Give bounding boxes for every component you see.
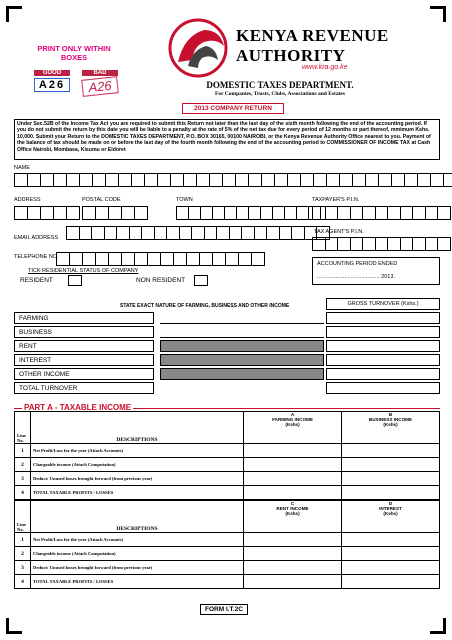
line-description: Net Profit/Loss for the year (Attach Accounts) xyxy=(31,533,244,547)
char-box[interactable] xyxy=(95,206,109,220)
col-d-title: INTEREST xyxy=(379,506,402,511)
char-box[interactable] xyxy=(204,226,218,240)
amount-field[interactable] xyxy=(244,575,342,589)
char-box[interactable] xyxy=(212,252,226,266)
corner-mark-top-left xyxy=(6,6,22,22)
farming-income-header xyxy=(244,412,342,444)
char-box[interactable] xyxy=(400,237,414,251)
char-box[interactable] xyxy=(66,206,80,220)
char-box[interactable] xyxy=(248,173,262,187)
char-box[interactable] xyxy=(27,206,41,220)
line-description: TOTAL TAXABLE PROFITS / LOSSES xyxy=(31,575,244,589)
return-title: 2013 COMPANY RETURN xyxy=(182,103,284,114)
gross-turnover-field[interactable] xyxy=(326,340,440,352)
gross-turnover-field[interactable] xyxy=(326,326,440,338)
line-description: Deduct: Unused losses brought forward (from previous year) xyxy=(31,472,244,486)
amount-field[interactable] xyxy=(342,575,440,589)
line-number: 1 xyxy=(15,533,31,547)
gross-turnover-field[interactable] xyxy=(326,368,440,380)
accounting-period-box xyxy=(312,257,440,285)
amount-field[interactable] xyxy=(342,458,440,472)
char-box[interactable] xyxy=(141,226,155,240)
col-a-title: FARMING INCOME xyxy=(272,417,313,422)
line-description: TOTAL TAXABLE PROFITS / LOSSES xyxy=(31,486,244,500)
char-box[interactable] xyxy=(325,237,339,251)
char-box[interactable] xyxy=(53,206,67,220)
char-box[interactable] xyxy=(209,173,223,187)
income-nature-field[interactable] xyxy=(160,312,324,324)
gross-turnover-field[interactable] xyxy=(326,312,440,324)
col-d-unit: (Kshs) xyxy=(383,511,398,516)
line-number: 4 xyxy=(15,575,31,589)
email-input-boxes[interactable] xyxy=(66,226,329,240)
telephone-label: TELEPHONE NO. xyxy=(14,254,59,260)
table-row xyxy=(15,444,440,458)
col-a-unit: (Kshs) xyxy=(285,422,300,427)
income-nature-field xyxy=(160,354,324,366)
town-input-boxes[interactable] xyxy=(176,206,320,220)
line-description: Chargeable income (Attach Computation) xyxy=(31,458,244,472)
char-box[interactable] xyxy=(91,226,105,240)
line-number: 2 xyxy=(15,547,31,561)
table-row xyxy=(15,486,440,500)
char-box[interactable] xyxy=(266,226,280,240)
char-box[interactable] xyxy=(14,173,28,187)
income-row-label: OTHER INCOME xyxy=(14,368,154,380)
col-c-unit: (Kshs) xyxy=(285,511,300,516)
bad-label: BAD xyxy=(82,70,118,76)
amount-field[interactable] xyxy=(342,472,440,486)
char-box[interactable] xyxy=(154,226,168,240)
char-box[interactable] xyxy=(375,237,389,251)
corner-mark-bottom-left xyxy=(6,618,22,634)
corner-mark-top-right xyxy=(430,6,446,22)
amount-field[interactable] xyxy=(244,458,342,472)
char-box[interactable] xyxy=(339,173,353,187)
gross-turnover-header: GROSS TURNOVER (Kshs.) xyxy=(347,301,419,307)
char-box[interactable] xyxy=(417,173,431,187)
char-box[interactable] xyxy=(241,226,255,240)
agent-pin-label: TAX AGENT'S P.I.N. xyxy=(314,229,364,235)
col-b-title: BUSINESS INCOME xyxy=(368,417,413,422)
income-row-label: RENT xyxy=(14,340,154,352)
char-box[interactable] xyxy=(82,206,96,220)
good-sample: A26 xyxy=(34,78,70,92)
postal-code-input-boxes[interactable] xyxy=(82,206,147,220)
bad-sample: A26 xyxy=(81,76,119,97)
char-box[interactable] xyxy=(312,237,326,251)
char-box[interactable] xyxy=(121,252,135,266)
income-row-label: INTEREST xyxy=(14,354,154,366)
table-row xyxy=(15,472,440,486)
amount-field[interactable] xyxy=(244,444,342,458)
char-box[interactable] xyxy=(387,237,401,251)
char-box[interactable] xyxy=(274,173,288,187)
char-box[interactable] xyxy=(287,173,301,187)
char-box[interactable] xyxy=(350,206,364,220)
postal-code-label: POSTAL CODE xyxy=(82,197,121,203)
char-box[interactable] xyxy=(196,173,210,187)
address-input-boxes[interactable] xyxy=(14,206,79,220)
char-box[interactable] xyxy=(147,252,161,266)
line-number: 2 xyxy=(15,458,31,472)
char-box[interactable] xyxy=(404,173,418,187)
resident-checkbox[interactable] xyxy=(68,275,82,286)
char-box[interactable] xyxy=(104,226,118,240)
print-instruction-title: PRINT ONLY WITHIN BOXES xyxy=(37,44,111,62)
gross-turnover-header-box xyxy=(326,298,440,310)
rent-income-header xyxy=(244,501,342,533)
table-row xyxy=(15,561,440,575)
table-row xyxy=(15,575,440,589)
char-box[interactable] xyxy=(82,252,96,266)
residential-status-label: TICK RESIDENTIAL STATUS OF COMPANY xyxy=(28,268,139,274)
char-box[interactable] xyxy=(225,252,239,266)
char-box[interactable] xyxy=(66,226,80,240)
nature-of-income-header: STATE EXACT NATURE OF FARMING, BUSINESS AND OTHER INCOME xyxy=(120,303,290,309)
interest-header xyxy=(342,501,440,533)
resident-label: RESIDENT xyxy=(20,277,53,284)
char-box[interactable] xyxy=(400,206,414,220)
taxpayer-pin-input-boxes[interactable] xyxy=(312,206,450,220)
char-box[interactable] xyxy=(191,226,205,240)
char-box[interactable] xyxy=(216,226,230,240)
col-d-letter: D xyxy=(388,501,393,506)
table-row xyxy=(15,533,440,547)
non-resident-label: NON RESIDENT xyxy=(136,277,186,284)
line-number: 3 xyxy=(15,472,31,486)
col-b-unit: (Kshs) xyxy=(383,422,398,427)
agent-pin-input-boxes[interactable] xyxy=(312,237,450,251)
char-box[interactable] xyxy=(337,237,351,251)
department-title: DOMESTIC TAXES DEPARTMENT. xyxy=(206,80,354,90)
char-box[interactable] xyxy=(108,206,122,220)
char-box[interactable] xyxy=(14,206,28,220)
char-box[interactable] xyxy=(387,206,401,220)
taxable-income-table-cd xyxy=(14,500,440,589)
accounting-period-value[interactable]: ......................................... 2013. xyxy=(317,274,395,280)
logo-text xyxy=(236,26,389,66)
amount-field[interactable] xyxy=(342,444,440,458)
char-box[interactable] xyxy=(300,173,314,187)
descriptions-header-2: DESCRIPTIONS xyxy=(31,501,244,533)
line-description: Chargeable income (Attach Computation) xyxy=(31,547,244,561)
char-box[interactable] xyxy=(352,173,366,187)
char-box[interactable] xyxy=(365,173,379,187)
char-box[interactable] xyxy=(108,252,122,266)
good-label: GOOD xyxy=(34,70,70,76)
char-box[interactable] xyxy=(362,206,376,220)
amount-field[interactable] xyxy=(342,561,440,575)
gross-turnover-field[interactable] xyxy=(326,382,440,394)
name-label: NAME xyxy=(14,165,30,171)
char-box[interactable] xyxy=(79,226,93,240)
char-box[interactable] xyxy=(134,206,148,220)
char-box[interactable] xyxy=(92,173,106,187)
name-input-boxes[interactable] xyxy=(14,173,452,187)
char-box[interactable] xyxy=(222,173,236,187)
char-box[interactable] xyxy=(144,173,158,187)
income-nature-field[interactable] xyxy=(160,326,324,338)
char-box[interactable] xyxy=(186,252,200,266)
char-box[interactable] xyxy=(312,206,326,220)
gross-turnover-field[interactable] xyxy=(326,354,440,366)
char-box[interactable] xyxy=(437,206,451,220)
char-box[interactable] xyxy=(166,226,180,240)
col-b-letter: B xyxy=(388,412,393,417)
business-income-header xyxy=(342,412,440,444)
char-box[interactable] xyxy=(437,237,451,251)
telephone-input-boxes[interactable] xyxy=(56,252,264,266)
char-box[interactable] xyxy=(105,173,119,187)
char-box[interactable] xyxy=(116,226,130,240)
char-box[interactable] xyxy=(179,226,193,240)
char-box[interactable] xyxy=(199,252,213,266)
print-instruction-box xyxy=(28,44,120,108)
amount-field[interactable] xyxy=(244,472,342,486)
char-box[interactable] xyxy=(183,173,197,187)
char-box[interactable] xyxy=(173,252,187,266)
char-box[interactable] xyxy=(69,252,83,266)
char-box[interactable] xyxy=(279,226,293,240)
amount-field[interactable] xyxy=(244,561,342,575)
char-box[interactable] xyxy=(412,206,426,220)
line-no-header-2: Line No. xyxy=(15,501,31,533)
part-a-title: PART A - TAXABLE INCOME xyxy=(24,403,132,412)
income-row-label: FARMING xyxy=(14,312,154,324)
char-box[interactable] xyxy=(118,173,132,187)
char-box[interactable] xyxy=(251,252,265,266)
char-box[interactable] xyxy=(313,173,327,187)
char-box[interactable] xyxy=(443,173,452,187)
income-nature-field xyxy=(160,382,324,394)
amount-field[interactable] xyxy=(342,486,440,500)
amount-field[interactable] xyxy=(342,547,440,561)
char-box[interactable] xyxy=(66,173,80,187)
char-box[interactable] xyxy=(326,173,340,187)
char-box[interactable] xyxy=(430,173,444,187)
non-resident-checkbox[interactable] xyxy=(194,275,208,286)
income-row-label: TOTAL TURNOVER xyxy=(14,382,154,394)
char-box[interactable] xyxy=(350,237,364,251)
char-box[interactable] xyxy=(378,173,392,187)
char-box[interactable] xyxy=(238,252,252,266)
logo-line-1: KENYA REVENUE xyxy=(236,26,389,45)
char-box[interactable] xyxy=(291,226,305,240)
char-box[interactable] xyxy=(53,173,67,187)
char-box[interactable] xyxy=(254,226,268,240)
taxable-income-table-ab xyxy=(14,411,440,500)
table-row xyxy=(15,547,440,561)
amount-field[interactable] xyxy=(244,533,342,547)
char-box[interactable] xyxy=(95,252,109,266)
char-box[interactable] xyxy=(425,206,439,220)
corner-mark-bottom-right xyxy=(430,618,446,634)
char-box[interactable] xyxy=(157,173,171,187)
line-number: 1 xyxy=(15,444,31,458)
lion-emblem-icon xyxy=(164,16,236,80)
form-id: FORM I.T.2C xyxy=(200,604,248,615)
char-box[interactable] xyxy=(261,173,275,187)
char-box[interactable] xyxy=(160,252,174,266)
char-box[interactable] xyxy=(170,173,184,187)
char-box[interactable] xyxy=(425,237,439,251)
table-row xyxy=(15,458,440,472)
char-box[interactable] xyxy=(375,206,389,220)
amount-field[interactable] xyxy=(244,486,342,500)
line-number: 4 xyxy=(15,486,31,500)
char-box[interactable] xyxy=(337,206,351,220)
amount-field[interactable] xyxy=(342,533,440,547)
amount-field[interactable] xyxy=(244,547,342,561)
char-box[interactable] xyxy=(27,173,41,187)
char-box[interactable] xyxy=(121,206,135,220)
char-box[interactable] xyxy=(79,173,93,187)
taxpayer-pin-label: TAXPAYER'S P.I.N. xyxy=(312,197,360,203)
col-a-letter: A xyxy=(290,412,295,417)
address-label: ADDRESS xyxy=(14,197,41,203)
descriptions-header: DESCRIPTIONS xyxy=(31,412,244,444)
income-row-label: BUSINESS xyxy=(14,326,154,338)
line-number: 3 xyxy=(15,561,31,575)
char-box[interactable] xyxy=(129,226,143,240)
line-description: Deduct: Unused losses brought forward (from previous year) xyxy=(31,561,244,575)
accounting-period-label: ACCOUNTING PERIOD ENDED xyxy=(317,261,398,267)
website-link[interactable]: www.kra.go.ke xyxy=(302,64,348,71)
char-box[interactable] xyxy=(229,226,243,240)
char-box[interactable] xyxy=(325,206,339,220)
col-c-title: RENT INCOME xyxy=(276,506,309,511)
col-c-letter: C xyxy=(290,501,295,506)
char-box[interactable] xyxy=(391,173,405,187)
email-label: EMAIL ADDRESS xyxy=(14,235,59,241)
income-nature-field xyxy=(160,340,324,352)
town-label: TOWN xyxy=(176,197,193,203)
line-no-header: Line No. xyxy=(15,412,31,444)
char-box[interactable] xyxy=(362,237,376,251)
char-box[interactable] xyxy=(235,173,249,187)
char-box[interactable] xyxy=(40,206,54,220)
char-box[interactable] xyxy=(412,237,426,251)
char-box[interactable] xyxy=(131,173,145,187)
char-box[interactable] xyxy=(56,252,70,266)
line-description: Net Profit/Loss for the year (Attach Accounts) xyxy=(31,444,244,458)
department-subtitle: For Companies, Trusts, Clubs, Associations and Estates xyxy=(214,91,346,97)
filing-notice: Under Sec.52B of the Income Tax Act you are required to submit this Return not later than the last day of the sixth month following the end of the accounting period. If you do not submit the return by this date you will be liable to a penalty at the rate of 5% of the net tax due for every period of 12 months or part thereof, mmimum Kshs. 10,000. Submit your Return to the DOMESTIC TAXES DEPARTMENT, P.O. BOX 30165, 00100 NAIROBI, or the Kenya Revenue Authority Office nearest to you. Payment of the balance of tax should be made on or before the last day of the fourth month following the end of the accounting period to COMMISSIONER OF INCOME TAX at Cash Office Nairobi, Mombasa, Kisumu or Eldoret xyxy=(14,119,440,160)
kra-logo xyxy=(164,16,236,80)
income-nature-field xyxy=(160,368,324,380)
char-box[interactable] xyxy=(134,252,148,266)
logo-line-2: AUTHORITY xyxy=(236,46,346,65)
char-box[interactable] xyxy=(40,173,54,187)
